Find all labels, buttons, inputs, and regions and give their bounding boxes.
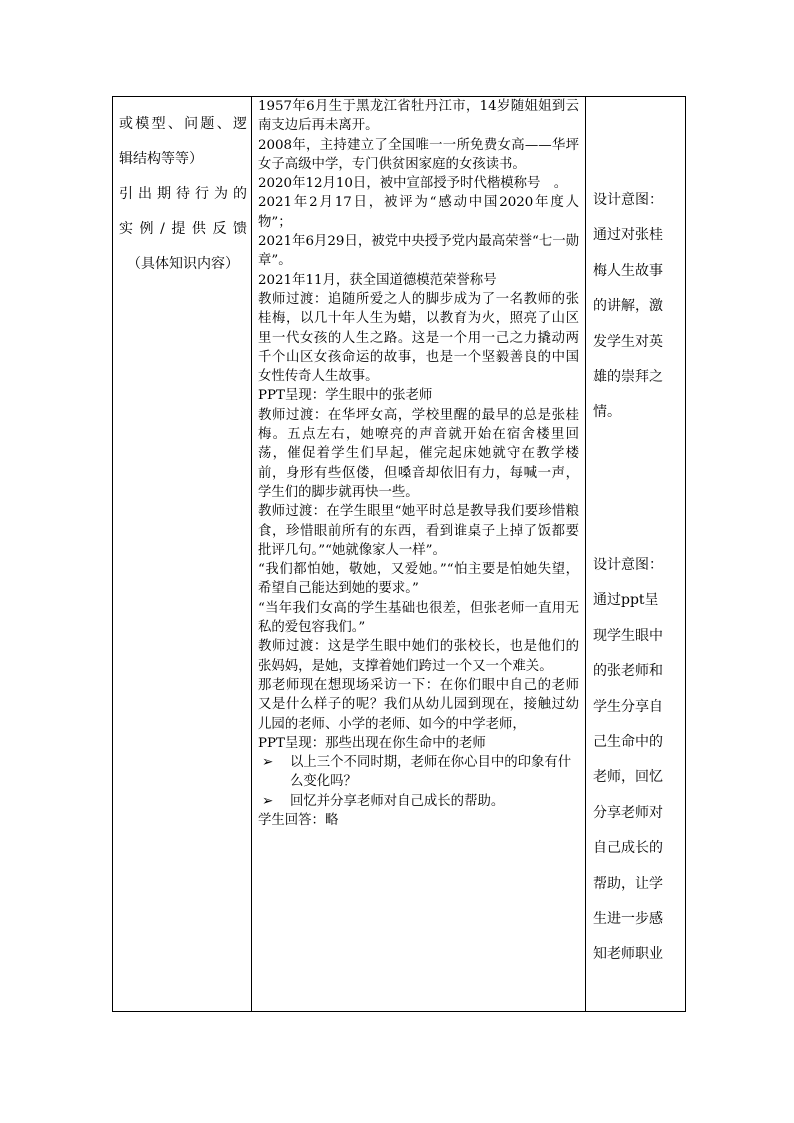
label-line: 辑结构等等） [119, 151, 203, 167]
intent-line: 己生命中的 [593, 734, 663, 751]
bullet-text: 以上三个不同时期，老师在你心目中的印象有什么变化吗？ [290, 755, 572, 790]
intent-line: 通过对张桂 [593, 227, 663, 244]
paragraph: 2021年6月29日，被党中央授予党内最高荣誉“七一勋章”。 [258, 234, 579, 269]
intent-line: 帮助，让学 [593, 875, 663, 892]
closing-line: 学生回答：略 [258, 812, 339, 828]
intent-line: 发学生对英 [593, 333, 663, 350]
bullet-item [258, 753, 579, 792]
intent-line: 的张老师和 [593, 663, 663, 680]
paragraph: “当年我们女高的学生基础也很差，但张老师一直用无私的爱包容我们。” [258, 600, 579, 636]
intent-line: 设计意图： [593, 192, 663, 208]
paragraph: “我们都怕她，敬她，又爱她。”“怕主要是怕她失望，希望自己能达到她的要求。” [258, 562, 579, 597]
arrow-bullet-icon: ➢ [262, 755, 274, 771]
intent-line: 知老师职业 [593, 946, 663, 963]
intent-line: 现学生眼中 [593, 627, 663, 644]
intent-line: 老师，回忆 [593, 769, 663, 786]
intent-line: 情。 [593, 404, 621, 421]
intent-line: 梅人生故事 [593, 262, 663, 279]
intent-line: 分享老师对 [593, 804, 663, 821]
intent-line: 的讲解，激 [593, 298, 663, 315]
arrow-bullet-icon: ➢ [262, 793, 274, 809]
label-line: （具体知识内容） [127, 256, 239, 272]
label-column [113, 97, 252, 1012]
paragraph: 2008年，主持建立了全国唯一一所免费女高——华坪女子高级中学，专门供贫困家庭的女孩读书。 [258, 137, 579, 172]
paragraph: 2021年2月17日，被评为“感动中国2020年度人物”； [258, 195, 579, 230]
paragraph: PPT呈现：那些出现在你生命中的老师 [258, 735, 486, 751]
design-intent-2 [593, 548, 681, 973]
bullet-item [258, 792, 579, 811]
intent-line: 学生分享自 [593, 698, 663, 715]
paragraph: 那老师现在想现场采访一下：在你们眼中自己的老师又是什么样子的呢？我们从幼儿园到现在，接触过幼儿园的老师、小学的老师、如今的中学老师， [258, 677, 579, 732]
paragraph: 教师过渡：在华坪女高，学校里醒的最早的总是张桂梅。五点左右，她嘹亮的声音就开始在宿舍楼里回荡，催促着学生们早起，催完起床她就守在教学楼前，身形有些伛偻，但嗓音却依旧有力，每喊一声，学生们的脚步就再快一些。 [258, 407, 579, 500]
paragraph: 教师过渡：这是学生眼中她们的张校长，也是他们的张妈妈，是她，支撑着她们跨过一个又一个难关。 [258, 639, 579, 674]
intent-line: 自己成长的 [593, 840, 663, 857]
label-line: 引出期待行为的 [119, 186, 247, 202]
design-intent-column [586, 97, 686, 1012]
paragraph: 1957年6月生于黑龙江省牡丹江市，14岁随姐姐到云南支边后再未离开。 [258, 99, 579, 134]
label-line: 或模型、问题、逻 [119, 116, 247, 132]
content-column [252, 97, 586, 1012]
intent-line: 设计意图： [593, 557, 663, 573]
paragraph: 教师过渡：在学生眼里“她平时总是教导我们要珍惜粮食，珍惜眼前所有的东西，看到谁桌子上掉了饭都要批评几句。”“她就像家人一样”。 [258, 504, 579, 558]
paragraph: 教师过渡：追随所爱之人的脚步成为了一名教师的张桂梅，以几十年人生为蜡，以教育为火，照亮了山区里一代女孩的人生之路。这是一个用一己之力撬动两千个山区女孩命运的故事，也是一个坚毅善良的中国女性传奇人生故事。 [258, 291, 579, 385]
paragraph: 2020年12月10日，被中宣部授予时代楷模称号 。 [258, 176, 568, 192]
bullet-text: 回忆并分享老师对自己成长的帮助。 [290, 793, 505, 809]
label-line: 实例/提供反馈 [119, 221, 247, 237]
intent-line: 生进一步感 [593, 911, 663, 928]
lesson-plan-table [112, 96, 686, 1012]
intent-line: 雄的崇拜之 [593, 369, 663, 386]
design-intent-1 [593, 183, 681, 431]
paragraph: PPT呈现：学生眼中的张老师 [258, 388, 433, 404]
paragraph: 2021年11月，获全国道德模范荣誉称号 [258, 272, 497, 288]
intent-line: 通过ppt呈 [593, 592, 659, 609]
